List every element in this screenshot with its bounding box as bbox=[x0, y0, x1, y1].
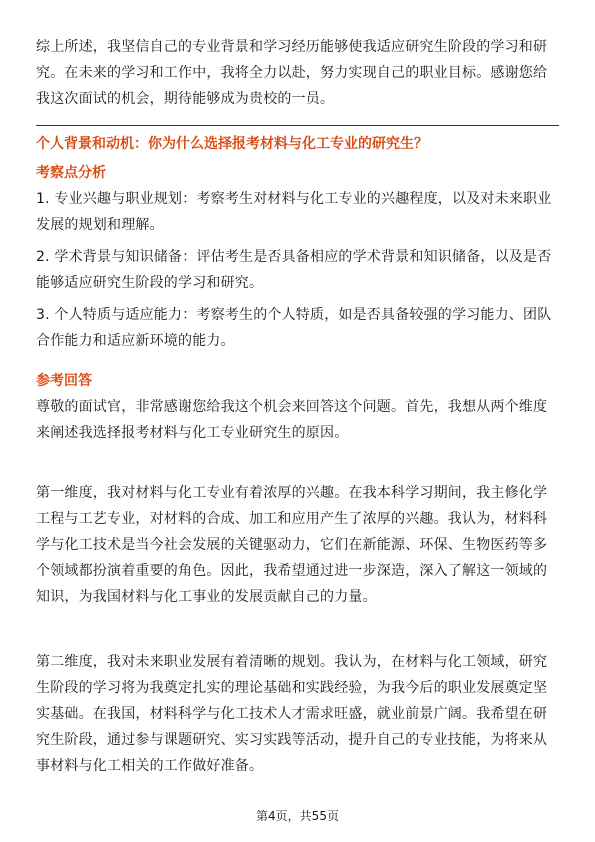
section-divider bbox=[36, 125, 559, 126]
analysis-heading: 考察点分析 bbox=[36, 165, 106, 181]
analysis-point: 2. 学术背景与知识储备：评估考生是否具备相应的学术背景和知识储备，以及是否能够适应研究生阶段的学习和研究。 bbox=[36, 249, 552, 291]
intro-paragraph: 综上所述，我坚信自己的专业背景和学习经历能够使我适应研究生阶段的学习和研究。在未来的学习和工作中，我将全力以赴，努力实现自己的职业目标。感谢您给我这次面试的机会，期待能够成为贵校的一员。 bbox=[36, 39, 548, 107]
question-heading: 个人背景和动机：你为什么选择报考材料与化工专业的研究生？ bbox=[36, 136, 428, 152]
answer-heading: 参考回答 bbox=[36, 373, 92, 389]
analysis-points bbox=[36, 186, 559, 360]
page-number: 第4页，共55页 bbox=[256, 809, 339, 823]
answer-paragraph: 第二维度，我对未来职业发展有着清晰的规划。我认为，在材料与化工领域，研究生阶段的学习将为我奠定扎实的理论基础和实践经验，为我今后的职业发展奠定坚实基础。在我国，材料科学与化工技术人才需求旺盛，就业前景广阔。我希望在研究生阶段，通过参与课题研究、实习实践等活动，提升自己的专业技能，为将来从事材料与化工相关的工作做好准备。 bbox=[36, 654, 548, 774]
answer-paragraph: 第一维度，我对材料与化工专业有着浓厚的兴趣。在我本科学习期间，我主修化学工程与工艺专业，对材料的合成、加工和应用产生了浓厚的兴趣。我认为，材料科学与化工技术是当今社会发展的关键驱动力，它们在新能源、环保、生物医药等多个领域都扮演着重要的角色。因此，我希望通过进一步深造，深入了解这一领域的知识，为我国材料与化工事业的发展贡献自己的力量。 bbox=[36, 485, 548, 605]
answer-paragraph: 尊敬的面试官，非常感谢您给我这个机会来回答这个问题。首先，我想从两个维度来阐述我选择报考材料与化工专业研究生的原因。 bbox=[36, 399, 548, 441]
analysis-point: 3. 个人特质与适应能力：考察考生的个人特质，如是否具备较强的学习能力、团队合作能力和适应新环境的能力。 bbox=[36, 307, 552, 349]
analysis-point: 1. 专业兴趣与职业规划：考察考生对材料与化工专业的兴趣程度，以及对未来职业发展的规划和理解。 bbox=[36, 191, 552, 233]
